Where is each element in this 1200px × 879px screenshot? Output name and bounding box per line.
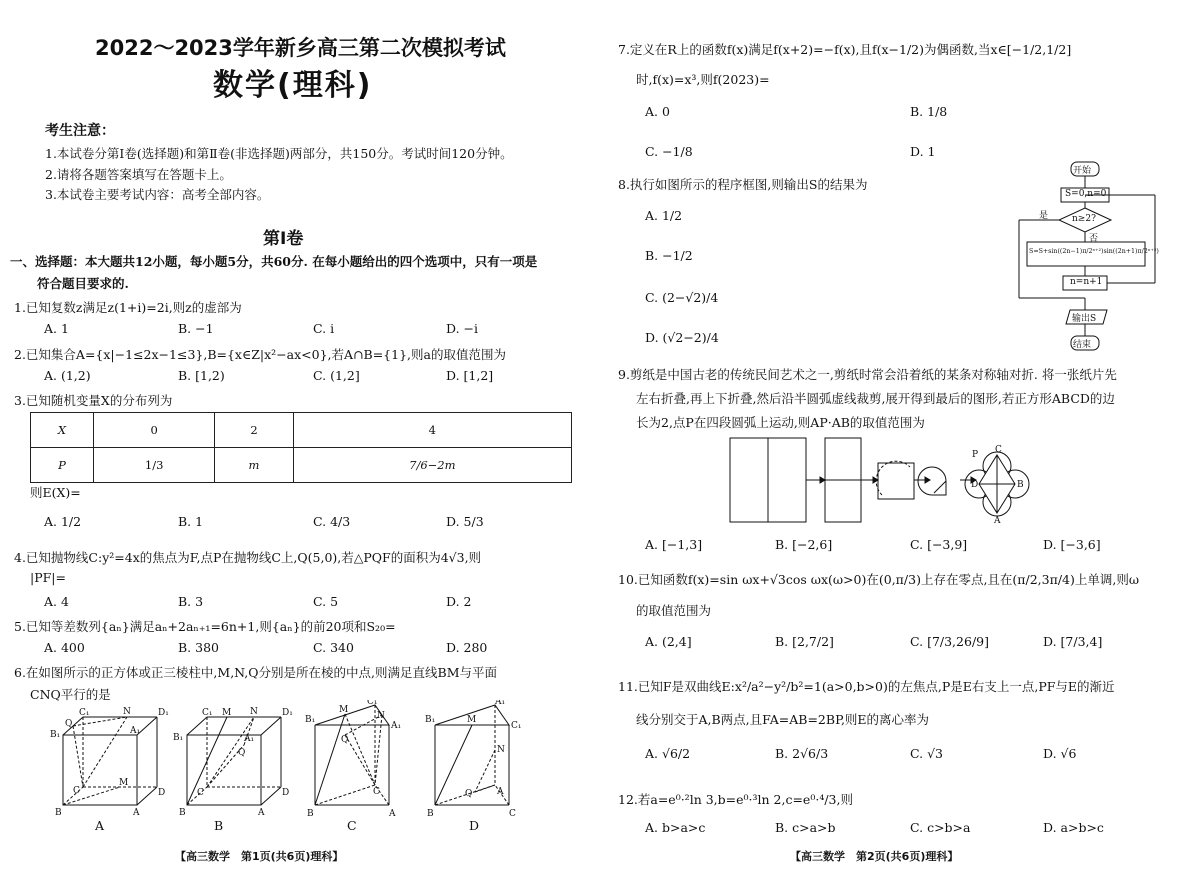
- note-item: 2.请将各题答案填写在答题卡上。: [45, 167, 232, 182]
- q10-option-a: A. (2,4]: [645, 634, 692, 649]
- svg-text:C: C: [73, 786, 80, 796]
- svg-text:M: M: [119, 778, 129, 788]
- q7-stem: 7.定义在R上的函数f(x)满足f(x+2)=−f(x),且f(x−1/2)为偶函数,当x∈[−1/2,1/2]: [618, 42, 1072, 57]
- q9-option-c: C. [−3,9]: [910, 537, 968, 552]
- q2-option-a: A. (1,2): [44, 368, 91, 383]
- q4-option-d: D. 2: [446, 594, 472, 609]
- svg-text:N: N: [250, 707, 258, 717]
- q5-option-b: B. 380: [178, 640, 219, 655]
- svg-text:A₁: A₁: [391, 721, 402, 731]
- q10-stem: 10.已知函数f(x)=sin ωx+√3cos ωx(ω>0)在(0,π/3)上存在零点,且在(π/2,3π/4)上单调,则ω: [618, 572, 1140, 587]
- svg-text:C: C: [995, 445, 1002, 455]
- table-cell: 1/3: [94, 448, 215, 483]
- q6-stem-cont: CNQ平行的是: [30, 687, 111, 702]
- svg-text:B: B: [1017, 480, 1024, 490]
- table-cell: 7/6−2m: [293, 448, 571, 483]
- table-cell: 0: [94, 413, 215, 448]
- svg-text:M: M: [339, 705, 349, 715]
- section-instruction: 符合题目要求的.: [37, 276, 129, 291]
- exam-subtitle: 数学(理科): [213, 68, 373, 103]
- footer-right: 【高三数学 第2页(共6页)理科】: [790, 850, 959, 863]
- q8-option-d: D. (√2−2)/4: [645, 330, 719, 345]
- q4-option-c: C. 5: [313, 594, 339, 609]
- q11-option-b: B. 2√6/3: [775, 746, 829, 761]
- q10-option-d: D. [7/3,4]: [1043, 634, 1103, 649]
- svg-text:A: A: [133, 808, 140, 818]
- table-row: [31, 413, 572, 448]
- note-item: 3.本试卷主要考试内容：高考全部内容。: [45, 187, 270, 202]
- flow-end: 结束: [1073, 340, 1092, 350]
- q11-option-c: C. √3: [910, 746, 943, 761]
- q6-figure-b: [172, 705, 302, 833]
- svg-text:A₁: A₁: [244, 734, 255, 744]
- q5-option-d: D. 280: [446, 640, 488, 655]
- figure-label: D: [469, 818, 480, 833]
- distribution-table: [30, 412, 572, 483]
- svg-text:B: B: [307, 809, 314, 819]
- q8-option-a: A. 1/2: [645, 208, 683, 223]
- svg-text:Q: Q: [238, 748, 246, 758]
- figure-label: A: [95, 818, 105, 833]
- q7-option-b: B. 1/8: [910, 104, 948, 119]
- svg-text:Q: Q: [465, 789, 473, 799]
- q1-stem: 1.已知复数z满足z(1+i)=2i,则z的虚部为: [14, 300, 242, 315]
- q4-option-a: A. 4: [44, 594, 69, 609]
- table-cell: P: [31, 448, 94, 483]
- q5-stem: 5.已知等差数列{aₙ}满足aₙ+2aₙ₊₁=6n+1,则{aₙ}的前20项和S₂₀=: [14, 619, 396, 634]
- flow-update: S=S+sin((2n−1)π/2ⁿ⁺²)sin((2n+1)π/2ⁿ⁺²): [1029, 248, 1159, 255]
- svg-text:C₁: C₁: [511, 721, 522, 731]
- q7-stem-cont: 时,f(x)=x³,则f(2023)=: [636, 72, 770, 87]
- q9-stem: 9.剪纸是中国古老的传统民间艺术之一,剪纸时常会沿着纸的某条对称轴对折. 将一张纸片先: [618, 367, 1117, 382]
- svg-text:B: B: [427, 809, 434, 819]
- q6-figure-a: [45, 705, 175, 833]
- flow-init: S=0,n=0: [1065, 189, 1107, 199]
- q5-option-c: C. 340: [313, 640, 354, 655]
- svg-text:P: P: [972, 450, 979, 460]
- q11-option-a: A. √6/2: [645, 746, 691, 761]
- q2-option-c: C. (1,2]: [313, 368, 360, 383]
- q10-stem-cont: 的取值范围为: [636, 603, 712, 618]
- q5-option-a: A. 400: [44, 640, 85, 655]
- q3-option-c: C. 4/3: [313, 514, 351, 529]
- svg-text:C: C: [373, 787, 380, 797]
- svg-text:A₁: A₁: [495, 700, 506, 707]
- flow-output: 输出S: [1072, 314, 1097, 324]
- footer-left: 【高三数学 第1页(共6页)理科】: [175, 850, 344, 863]
- q10-option-b: B. [2,7/2]: [775, 634, 834, 649]
- svg-text:C₁: C₁: [202, 708, 213, 718]
- svg-text:B: B: [179, 808, 186, 818]
- q11-option-d: D. √6: [1043, 746, 1077, 761]
- q3-stem: 3.已知随机变量X的分布列为: [14, 393, 173, 408]
- svg-text:C₁: C₁: [79, 708, 90, 718]
- q9-option-d: D. [−3,6]: [1043, 537, 1101, 552]
- q2-option-b: B. [1,2): [178, 368, 225, 383]
- q8-flowchart: [1015, 160, 1165, 355]
- table-cell: m: [215, 448, 293, 483]
- q6-figure-c: [305, 700, 410, 833]
- q4-stem: 4.已知抛物线C:y²=4x的焦点为F,点P在抛物线C上,Q(5,0),若△PQF的面积为4√3,则: [14, 550, 482, 565]
- q4-option-b: B. 3: [178, 594, 204, 609]
- svg-text:N: N: [123, 707, 131, 717]
- svg-text:A: A: [497, 787, 504, 797]
- q3-option-d: D. 5/3: [446, 514, 484, 529]
- table-row: [31, 448, 572, 483]
- svg-text:M: M: [222, 708, 232, 718]
- notes-heading: 考生注意：: [45, 123, 115, 139]
- q11-stem: 11.已知F是双曲线E:x²/a²−y²/b²=1(a>0,b>0)的左焦点,P是E右支上一点,PF与E的渐近: [618, 679, 1115, 694]
- svg-text:N: N: [377, 711, 385, 721]
- exam-title: 2022～2023学年新乡高三第二次模拟考试: [95, 36, 506, 60]
- q12-stem: 12.若a=e⁰·²ln 3,b=e⁰·³ln 2,c=e⁰·⁴/3,则: [618, 792, 853, 807]
- svg-text:B₁: B₁: [425, 715, 436, 725]
- svg-text:C: C: [197, 788, 204, 798]
- svg-text:A: A: [258, 808, 265, 818]
- table-cell: 2: [215, 413, 293, 448]
- q1-option-c: C. i: [313, 321, 335, 336]
- svg-text:Q: Q: [341, 735, 349, 745]
- svg-text:Q: Q: [65, 719, 73, 729]
- svg-text:A₁: A₁: [130, 726, 141, 736]
- q7-option-d: D. 1: [910, 144, 936, 159]
- svg-text:D₁: D₁: [158, 708, 169, 718]
- flow-start: 开始: [1073, 166, 1092, 176]
- q2-option-d: D. [1,2]: [446, 368, 494, 383]
- q9-option-a: A. [−1,3]: [645, 537, 703, 552]
- q9-stem-cont: 长为2,点P在四段圆弧上运动,则AP·AB的取值范围为: [636, 415, 925, 430]
- flow-yes: 是: [1039, 211, 1049, 221]
- q1-option-b: B. −1: [178, 321, 214, 336]
- svg-text:C: C: [509, 809, 516, 819]
- svg-text:A: A: [994, 516, 1001, 525]
- svg-text:M: M: [467, 715, 477, 725]
- q6-stem: 6.在如图所示的正方体或正三棱柱中,M,N,Q分别是所在棱的中点,则满足直线BM与平面: [14, 665, 497, 680]
- q3-option-b: B. 1: [178, 514, 204, 529]
- q1-option-a: A. 1: [44, 321, 69, 336]
- q7-option-c: C. −1/8: [645, 144, 693, 159]
- q6-figure-d: [425, 700, 530, 833]
- svg-text:D: D: [282, 788, 290, 798]
- q2-stem: 2.已知集合A={x|−1≤2x−1≤3},B={x∈Z|x²−ax<0},若A∩B={1},则a的取值范围为: [14, 347, 506, 362]
- flow-no: 否: [1089, 234, 1099, 244]
- section-title: 第Ⅰ卷: [263, 229, 304, 249]
- q8-option-c: C. (2−√2)/4: [645, 290, 719, 305]
- q3-ask: 则E(X)=: [30, 485, 81, 500]
- q9-stem-cont: 左右折叠,再上下折叠,然后沿半圆弧虚线裁剪,展开得到最后的图形,若正方形ABCD的边: [636, 391, 1115, 406]
- q3-option-a: A. 1/2: [44, 514, 82, 529]
- q8-option-b: B. −1/2: [645, 248, 693, 263]
- q9-option-b: B. [−2,6]: [775, 537, 833, 552]
- section-instruction: 一、选择题：本大题共12小题，每小题5分，共60分. 在每小题给出的四个选项中，只有一项是: [10, 254, 538, 269]
- q4-stem-cont: |PF|=: [30, 570, 66, 585]
- q12-option-b: B. c>a>b: [775, 820, 836, 835]
- q10-option-c: C. [7/3,26/9]: [910, 634, 989, 649]
- q11-stem-cont: 线分别交于A,B两点,且FA=AB=2BP,则E的离心率为: [636, 712, 930, 727]
- svg-text:B: B: [55, 808, 62, 818]
- svg-text:D: D: [158, 788, 166, 798]
- svg-text:D: D: [971, 480, 979, 490]
- svg-text:N: N: [497, 745, 505, 755]
- q8-stem: 8.执行如图所示的程序框图,则输出S的结果为: [618, 177, 868, 192]
- table-cell: 4: [293, 413, 571, 448]
- svg-text:D₁: D₁: [282, 708, 293, 718]
- flow-increment: n=n+1: [1070, 277, 1103, 287]
- svg-text:B₁: B₁: [305, 715, 316, 725]
- figure-label: B: [214, 818, 224, 833]
- q12-option-d: D. a>b>c: [1043, 820, 1104, 835]
- figure-label: C: [347, 818, 357, 833]
- svg-text:C₁: C₁: [367, 700, 378, 707]
- q1-option-d: D. −i: [446, 321, 478, 336]
- svg-text:B₁: B₁: [173, 733, 184, 743]
- note-item: 1.本试卷分第Ⅰ卷(选择题)和第Ⅱ卷(非选择题)两部分，共150分。考试时间120分钟。: [45, 146, 513, 161]
- table-cell: X: [31, 413, 94, 448]
- q7-option-a: A. 0: [645, 104, 670, 119]
- q12-option-a: A. b>a>c: [645, 820, 706, 835]
- svg-text:A: A: [389, 809, 396, 819]
- q12-option-c: C. c>b>a: [910, 820, 971, 835]
- svg-text:B₁: B₁: [50, 730, 61, 740]
- flow-condition: n≥2?: [1072, 214, 1096, 224]
- q9-paper-cutting-figure: [725, 435, 1085, 529]
